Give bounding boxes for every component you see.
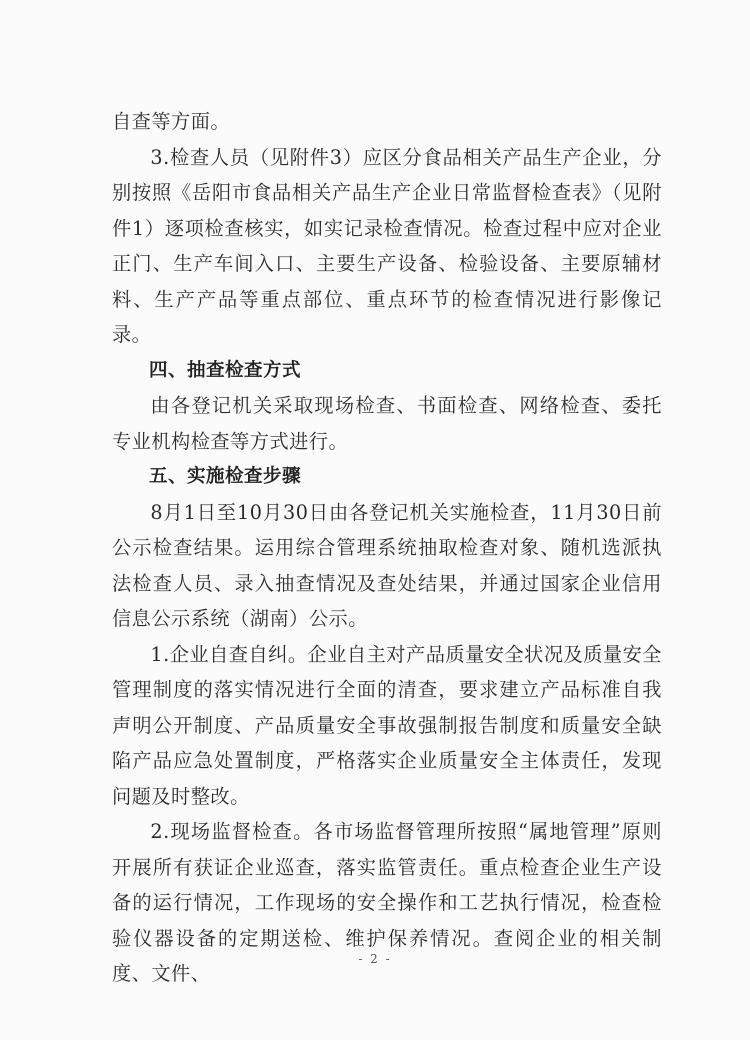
paragraph-continuation: 自查等方面。: [112, 110, 231, 133]
paragraph-inspection-method: 由各登记机关采取现场检查、书面检查、网络检查、委托专业机构检查等方式进行。: [112, 394, 662, 453]
paragraph-inspection-schedule: 8月1日至10月30日由各登记机关实施检查，11月30日前公示检查结果。运用综合管理系统抽取检查对象、随机选派执法检查人员、录入抽查情况及查处结果，并通过国家企业信用信息公示系统（湖南）公示。: [112, 500, 662, 630]
section-heading-inspection-steps: 五、实施检查步骤: [149, 466, 302, 487]
document-body: [112, 104, 662, 992]
page-number: - 2 -: [358, 952, 392, 966]
paragraph-self-inspection: 1.企业自查自纠。企业自主对产品质量安全状况及质量安全管理制度的落实情况进行全面的清查，要求建立产品标准自我声明公开制度、产品质量安全事故强制报告制度和质量安全缺陷产品应急处置制度，严格落实企业质量安全主体责任，发现问题及时整改。: [112, 642, 662, 808]
section-heading-inspection-method: 四、抽查检查方式: [149, 359, 302, 381]
paragraph-onsite-supervision: 2.现场监督检查。各市场监督管理所按照“属地管理”原则开展所有获证企业巡查，落实监管责任。重点检查企业生产设备的运行情况，工作现场的安全操作和工艺执行情况，检查检验仪器设备的定期送检、维护保养情况。查阅企业的相关制度、文件、: [112, 820, 662, 985]
paragraph-inspection-personnel: 3.检查人员（见附件3）应区分食品相关产品生产企业，分别按照《岳阳市食品相关产品生产企业日常监督检查表》（见附件1）逐项检查核实，如实记录检查情况。检查过程中应对企业正门、生产车间入口、主要生产设备、检验设备、主要原辅材料、生产产品等重点部位、重点环节的检查情况进行影像记录。: [112, 145, 662, 346]
